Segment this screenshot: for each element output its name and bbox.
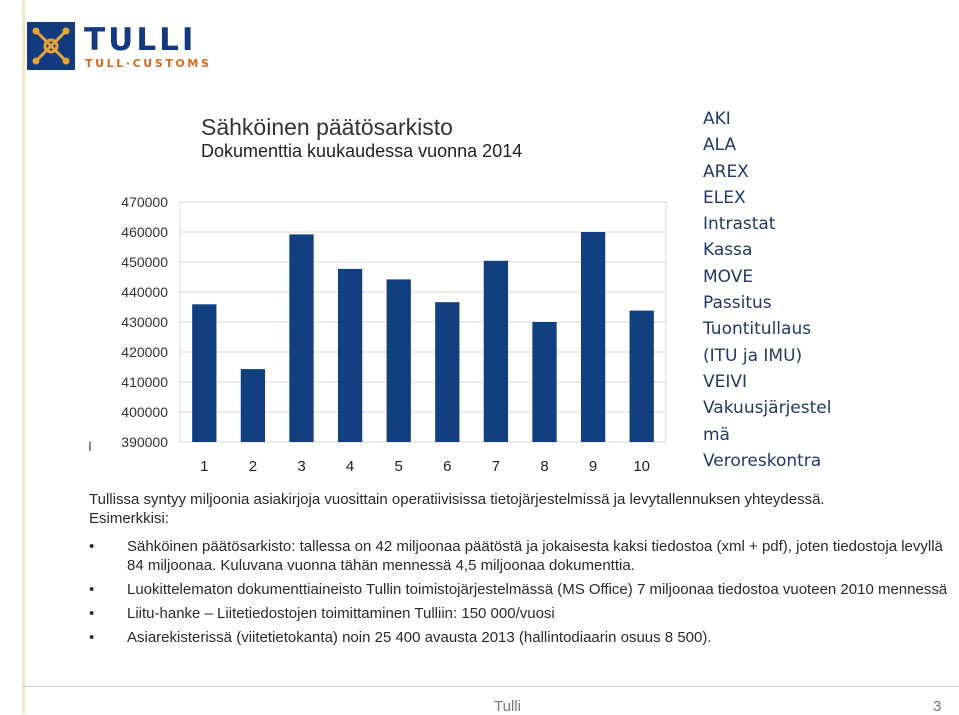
bullet-icon: •	[89, 629, 95, 646]
intro-line: Tullissa syntyy miljoonia asiakirjoja vuosittain operatiivisissa tietojärjestelmissä ja levytallennuksen yhteydessä.	[89, 491, 825, 508]
logo-wordmark: TULLI	[84, 22, 197, 58]
legend-item: Intrastat	[703, 214, 776, 235]
examples-label: Esimerkkisi:	[89, 510, 170, 527]
y-tick-label: 440000	[121, 284, 168, 300]
bar	[630, 311, 654, 442]
x-tick-label: 8	[540, 458, 549, 475]
page-number: 3	[933, 698, 942, 715]
legend-item: ELEX	[703, 187, 746, 208]
bullet-icon: •	[89, 581, 95, 598]
bullet-item	[89, 580, 949, 599]
x-tick-label: 3	[297, 458, 306, 475]
bullet-text: Asiarekisterissä (viitetietokanta) noin 25 400 avausta 2013 (hallintodiaarin osuus 8 500).	[127, 629, 712, 646]
x-tick-label: 10	[633, 458, 651, 475]
footer-divider	[22, 686, 959, 687]
legend-item: (ITU ja IMU)	[703, 345, 803, 366]
legend-item: Tuontitullaus	[703, 319, 812, 340]
bar	[387, 279, 411, 442]
legend-item: MOVE	[703, 266, 754, 287]
legend-item: Veroreskontra	[703, 450, 822, 471]
bar	[581, 232, 605, 442]
bullet-list	[89, 537, 949, 652]
legend-item: VEIVI	[703, 371, 748, 392]
y-tick-label: 410000	[121, 374, 168, 390]
bar	[289, 234, 313, 442]
bullet-text: Liitu-hanke – Liitetiedostojen toimittaminen Tulliin: 150 000/vuosi	[127, 605, 555, 622]
y-tick-label: 390000	[121, 434, 168, 450]
x-tick-label: 4	[345, 458, 355, 475]
bar	[338, 269, 362, 442]
legend-item: AREX	[703, 161, 749, 182]
bar	[484, 261, 508, 442]
y-tick-label: 430000	[121, 314, 168, 330]
x-tick-label: 1	[200, 458, 209, 475]
footer-label: Tulli	[494, 698, 521, 715]
bar	[435, 302, 459, 442]
x-tick-label: 2	[248, 458, 258, 475]
y-tick-label: 460000	[121, 224, 168, 240]
y-tick-label: 450000	[121, 254, 168, 270]
x-tick-label: 5	[394, 458, 403, 475]
bullet-icon: •	[89, 538, 95, 555]
y-tick-label: 470000	[121, 194, 168, 210]
bullet-text: Sähköinen päätösarkisto: tallessa on 42 miljoonaa päätöstä ja jokaisesta kaksi tiedostoa (xml + pdf), joten tiedostoja levyllä 84 miljoonaa. Kuluvana vuonna tähän mennessä 4,5 miljoonaa dokumenttia.	[127, 538, 943, 574]
x-tick-label: 6	[443, 458, 452, 475]
legend-item: AKI	[703, 109, 731, 129]
logo-tagline: TULL·CUSTOMS	[85, 57, 212, 70]
stray-mark: I	[88, 438, 92, 454]
chart-subtitle: Dokumenttia kuukaudessa vuonna 2014	[201, 141, 523, 161]
legend-item: Kassa	[703, 240, 753, 261]
bullet-icon: •	[89, 605, 95, 622]
y-tick-label: 420000	[121, 344, 168, 360]
bar	[192, 304, 216, 442]
bullet-item	[89, 628, 949, 647]
bullet-item	[89, 537, 949, 575]
chart-title: Sähköinen päätösarkisto	[201, 114, 453, 140]
bar	[532, 322, 556, 442]
y-tick-label: 400000	[121, 404, 168, 420]
legend-item: mä	[703, 424, 730, 445]
legend-item: Vakuusjärjestel	[703, 398, 832, 419]
bullet-text: Luokittelematon dokumenttiaineisto Tullin toimistojärjestelmässä (MS Office) 7 miljoonaa tiedostoa vuoteen 2010 mennessä	[127, 581, 948, 598]
bullet-item	[89, 604, 949, 623]
legend-item: Passitus	[703, 293, 772, 314]
bar	[241, 369, 265, 442]
legend	[703, 106, 863, 474]
intro-text	[89, 490, 949, 528]
legend-item: ALA	[703, 135, 737, 156]
x-tick-label: 7	[491, 458, 501, 475]
x-tick-label: 9	[588, 458, 598, 475]
